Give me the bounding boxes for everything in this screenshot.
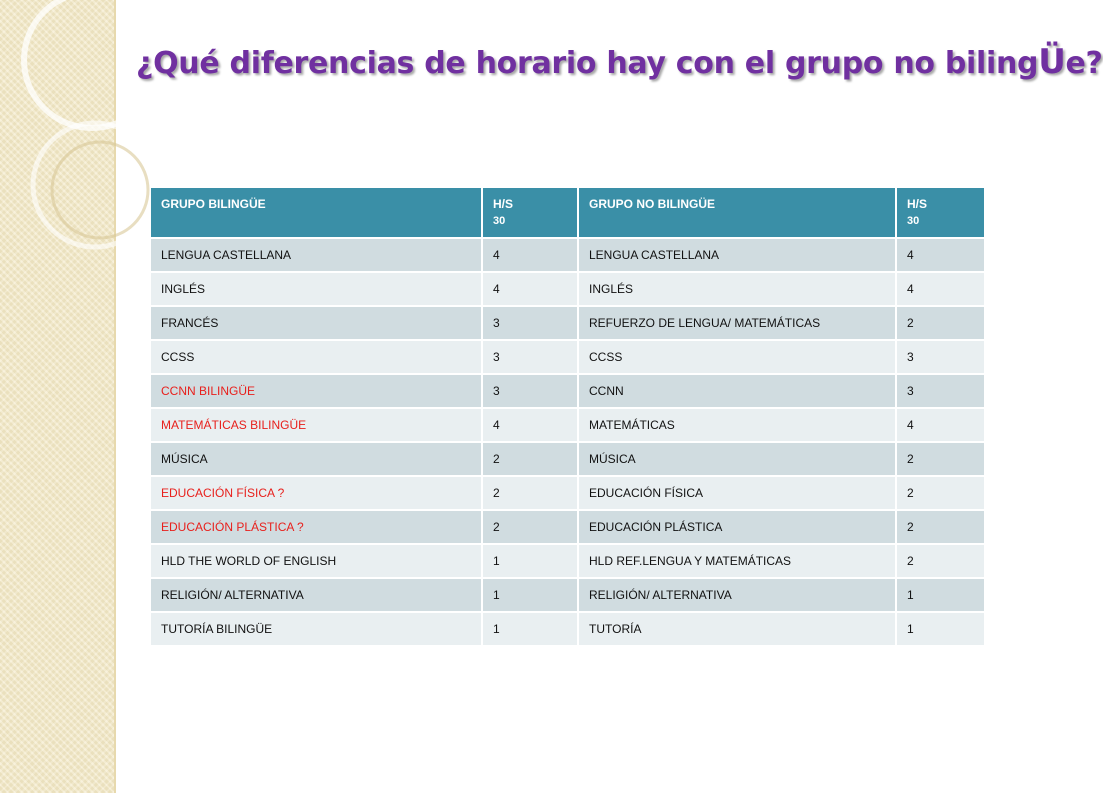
subject-bilingual: MÚSICA xyxy=(151,442,482,476)
hours-nonbilingual: 2 xyxy=(896,306,985,340)
subject-nonbilingual: RELIGIÓN/ ALTERNATIVA xyxy=(578,578,896,612)
subject-nonbilingual: HLD REF.LENGUA Y MATEMÁTICAS xyxy=(578,544,896,578)
subject-bilingual: RELIGIÓN/ ALTERNATIVA xyxy=(151,578,482,612)
hours-bilingual: 2 xyxy=(482,510,578,544)
header-nonbilingual-hours: H/S 30 xyxy=(896,188,985,238)
hours-nonbilingual: 4 xyxy=(896,408,985,442)
table-row xyxy=(151,442,985,476)
subject-bilingual: EDUCACIÓN PLÁSTICA ? xyxy=(151,510,482,544)
subject-nonbilingual: TUTORÍA xyxy=(578,612,896,646)
header-bilingual-hours: H/S 30 xyxy=(482,188,578,238)
subject-bilingual: MATEMÁTICAS BILINGÜE xyxy=(151,408,482,442)
table-row xyxy=(151,578,985,612)
hours-nonbilingual: 3 xyxy=(896,340,985,374)
hours-nonbilingual: 3 xyxy=(896,374,985,408)
hours-nonbilingual: 4 xyxy=(896,272,985,306)
hours-nonbilingual: 4 xyxy=(896,238,985,272)
table-row xyxy=(151,306,985,340)
table-row xyxy=(151,238,985,272)
hours-bilingual: 4 xyxy=(482,272,578,306)
table-row xyxy=(151,374,985,408)
subject-nonbilingual: REFUERZO DE LENGUA/ MATEMÁTICAS xyxy=(578,306,896,340)
subject-nonbilingual: CCSS xyxy=(578,340,896,374)
header-nonbilingual-group: GRUPO NO BILINGÜE xyxy=(578,188,896,238)
hours-nonbilingual: 2 xyxy=(896,442,985,476)
table-body xyxy=(151,238,985,646)
title-accent: Ü xyxy=(1038,42,1066,82)
subject-bilingual: FRANCÉS xyxy=(151,306,482,340)
subject-nonbilingual: MÚSICA xyxy=(578,442,896,476)
table-row xyxy=(151,476,985,510)
decorative-circles xyxy=(0,0,116,793)
hours-bilingual: 4 xyxy=(482,238,578,272)
subject-bilingual: CCSS xyxy=(151,340,482,374)
subject-bilingual: CCNN BILINGÜE xyxy=(151,374,482,408)
subject-bilingual: TUTORÍA BILINGÜE xyxy=(151,612,482,646)
table-row xyxy=(151,510,985,544)
hours-bilingual: 1 xyxy=(482,578,578,612)
header-bilingual-group: GRUPO BILINGÜE xyxy=(151,188,482,238)
subject-bilingual: EDUCACIÓN FÍSICA ? xyxy=(151,476,482,510)
subject-nonbilingual: INGLÉS xyxy=(578,272,896,306)
subject-nonbilingual: LENGUA CASTELLANA xyxy=(578,238,896,272)
schedule-comparison-table xyxy=(151,188,986,647)
page-title xyxy=(136,42,1103,82)
subject-nonbilingual: EDUCACIÓN PLÁSTICA xyxy=(578,510,896,544)
decorative-side-band xyxy=(0,0,116,793)
subject-nonbilingual: MATEMÁTICAS xyxy=(578,408,896,442)
subject-bilingual: LENGUA CASTELLANA xyxy=(151,238,482,272)
table-row xyxy=(151,544,985,578)
hours-nonbilingual: 2 xyxy=(896,476,985,510)
table-row xyxy=(151,612,985,646)
table-row xyxy=(151,340,985,374)
hours-bilingual: 3 xyxy=(482,306,578,340)
hours-nonbilingual: 1 xyxy=(896,612,985,646)
table-row xyxy=(151,272,985,306)
subject-bilingual: HLD THE WORLD OF ENGLISH xyxy=(151,544,482,578)
hours-bilingual: 2 xyxy=(482,476,578,510)
hours-bilingual: 3 xyxy=(482,374,578,408)
hours-bilingual: 1 xyxy=(482,544,578,578)
hours-bilingual: 1 xyxy=(482,612,578,646)
table-row xyxy=(151,408,985,442)
subject-nonbilingual: CCNN xyxy=(578,374,896,408)
title-prefix: ¿Qué diferencias de horario hay con el grupo no biling xyxy=(136,46,1039,81)
subject-nonbilingual: EDUCACIÓN FÍSICA xyxy=(578,476,896,510)
table-header-row xyxy=(151,188,985,238)
hours-nonbilingual: 2 xyxy=(896,544,985,578)
hours-bilingual: 2 xyxy=(482,442,578,476)
title-suffix: e? xyxy=(1065,46,1103,81)
hours-nonbilingual: 1 xyxy=(896,578,985,612)
hours-nonbilingual: 2 xyxy=(896,510,985,544)
subject-bilingual: INGLÉS xyxy=(151,272,482,306)
hours-bilingual: 3 xyxy=(482,340,578,374)
hours-bilingual: 4 xyxy=(482,408,578,442)
